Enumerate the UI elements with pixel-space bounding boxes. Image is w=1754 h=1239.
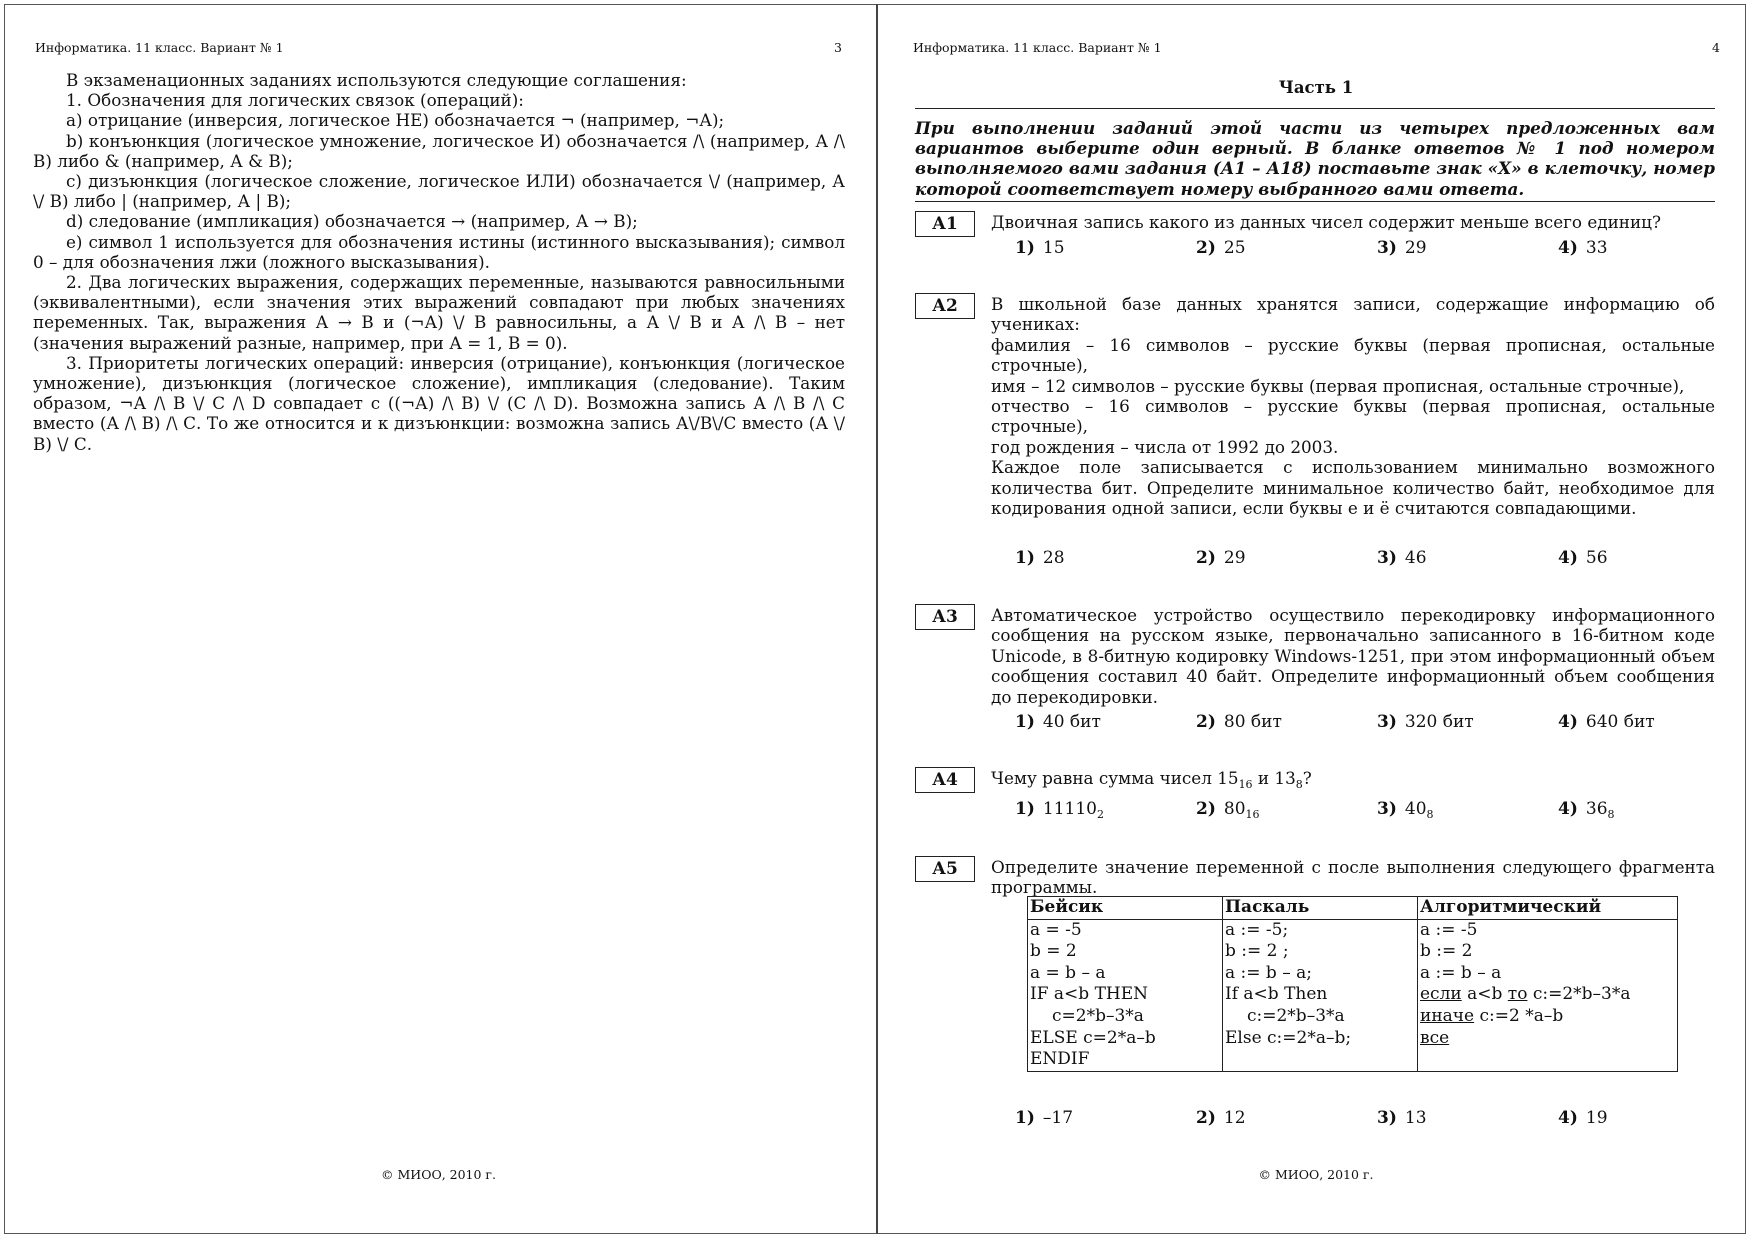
part-title: Часть 1 xyxy=(1278,78,1354,97)
answer-option[interactable] xyxy=(1196,238,1246,258)
code-line: a := b – a; xyxy=(1225,962,1312,983)
paragraph: c) дизъюнкция (логическое сложение, логическое ИЛИ) обозначается \/ (например, А \/ В) либо | (например, А | В); xyxy=(33,171,845,212)
number-base: 8 xyxy=(1607,808,1615,821)
answer-value: 15 xyxy=(1042,238,1065,258)
answer-number: 3) xyxy=(1377,238,1397,258)
number-base: 2 xyxy=(1096,808,1104,821)
code-line: ELSE c=2*a–b xyxy=(1030,1027,1156,1048)
task-label: А5 xyxy=(915,856,975,882)
answer-value: 29 xyxy=(1404,238,1427,258)
answer-option[interactable] xyxy=(1377,548,1427,568)
question-line: год рождения – числа от 1992 до 2003. xyxy=(991,436,1339,457)
code-line: a := b – a xyxy=(1420,962,1502,983)
pascal-code xyxy=(1223,919,1418,1071)
code-line xyxy=(1420,984,1675,1006)
question-fragment: Чему равна сумма чисел xyxy=(991,768,1218,788)
task-label: А1 xyxy=(915,211,975,237)
answer-number: 1) xyxy=(1015,799,1035,819)
code-line xyxy=(1420,1028,1675,1050)
answer-option[interactable] xyxy=(1196,799,1260,821)
answer-value: 40 бит xyxy=(1042,712,1101,732)
answer-value: 29 xyxy=(1223,548,1246,568)
number: 13 xyxy=(1274,768,1296,788)
algorithmic-code xyxy=(1418,919,1678,1071)
number-base: 16 xyxy=(1245,808,1260,821)
program-table xyxy=(1027,896,1678,1072)
answer-number: 1) xyxy=(1015,238,1035,258)
answer-value: 33 xyxy=(1585,238,1608,258)
answer-number: 2) xyxy=(1196,712,1216,732)
code-line: b := 2 xyxy=(1420,941,1473,962)
answer-options xyxy=(1015,712,1715,734)
answer-options xyxy=(1015,238,1715,260)
task-label: А4 xyxy=(915,767,975,793)
answer-value: 80 бит xyxy=(1223,712,1282,732)
code-fragment: c:=2 *a–b xyxy=(1474,1005,1564,1026)
answer-number: 2) xyxy=(1196,1108,1216,1128)
keyword: все xyxy=(1420,1027,1450,1048)
answer-value: 80 xyxy=(1223,799,1246,819)
column-header-algorithmic: Алгоритмический xyxy=(1418,897,1678,920)
answer-option[interactable] xyxy=(1558,238,1608,258)
answer-option[interactable] xyxy=(1015,712,1101,732)
column-header-pascal: Паскаль xyxy=(1223,897,1418,920)
question-line: В школьной базе данных хранятся записи, содержащие информацию об учениках: xyxy=(991,294,1715,335)
keyword: иначе xyxy=(1420,1005,1475,1026)
answer-option[interactable] xyxy=(1377,712,1474,732)
paragraph: 3. Приоритеты логических операций: инверсия (отрицание), конъюнкция (логическое умножение), дизъюнкция (логическое сложение), импликация (следование). Таким образом, ¬А /\ В \/ С /\ D совпадает с ((¬А) /\ В) \/ (С /\ D). Возможна запись А /\ В /\ С вместо (А /\ В) /\ С. То же относится и к дизъюнкции: возможна запись А\/В\/С вместо (А \/ В) \/ С. xyxy=(33,352,845,454)
answer-value: 11110 xyxy=(1042,799,1097,819)
answer-option[interactable] xyxy=(1558,799,1615,821)
answer-number: 2) xyxy=(1196,799,1216,819)
answer-value: 640 бит xyxy=(1585,712,1655,732)
answer-option[interactable] xyxy=(1377,238,1427,258)
answer-value: 25 xyxy=(1223,238,1246,258)
question-text xyxy=(991,768,1715,795)
question-fragment: и xyxy=(1252,768,1275,788)
keyword: то xyxy=(1507,984,1528,1005)
number-base: 8 xyxy=(1295,778,1303,791)
conventions-text xyxy=(33,70,845,454)
code-line: a := -5 xyxy=(1420,919,1478,940)
question-fragment: ? xyxy=(1302,768,1312,788)
page-header: Информатика. 11 класс. Вариант № 1 xyxy=(35,40,284,55)
code-line: b = 2 xyxy=(1030,941,1077,962)
answer-option[interactable] xyxy=(1558,712,1655,732)
answer-option[interactable] xyxy=(1015,799,1104,821)
answer-value: –17 xyxy=(1042,1108,1074,1128)
divider-line xyxy=(915,201,1715,202)
paragraph: 1. Обозначения для логических связок (операций): xyxy=(66,90,524,111)
answer-number: 4) xyxy=(1558,712,1578,732)
answer-number: 3) xyxy=(1377,712,1397,732)
code-line: ENDIF xyxy=(1030,1049,1090,1070)
question-text xyxy=(991,294,1715,518)
code-line: If a<b Then xyxy=(1225,984,1328,1005)
answer-value: 19 xyxy=(1585,1108,1608,1128)
code-line: c:=2*b–3*a xyxy=(1247,1005,1345,1026)
code-fragment: c:=2*b–3*a xyxy=(1527,984,1631,1005)
question-line: Определите значение переменной с после выполнения следующего фрагмента программы. xyxy=(991,857,1715,898)
instructions: При выполнении заданий этой части из четырех предложенных вам вариантов выберите один верный. В бланке ответов № 1 под номером выполняемого вами задания (А1 – А18) поставьте знак «X» в клеточку, номер которой соответствует номеру выбранного вами ответа. xyxy=(915,118,1715,199)
answer-value: 40 xyxy=(1404,799,1427,819)
number-base: 16 xyxy=(1238,778,1253,791)
page-header: Информатика. 11 класс. Вариант № 1 xyxy=(913,40,1162,55)
answer-number: 4) xyxy=(1558,1108,1578,1128)
answer-options xyxy=(1015,799,1715,821)
answer-options xyxy=(1015,548,1715,570)
answer-options xyxy=(1015,1108,1715,1130)
answer-number: 3) xyxy=(1377,799,1397,819)
code-line: IF a<b THEN xyxy=(1030,984,1149,1005)
answer-number: 2) xyxy=(1196,548,1216,568)
question-line xyxy=(991,768,1715,795)
code-fragment: a<b xyxy=(1461,984,1508,1005)
page-footer: © МИОО, 2010 г. xyxy=(1258,1167,1374,1182)
answer-option[interactable] xyxy=(1196,1108,1246,1128)
answer-number: 3) xyxy=(1377,548,1397,568)
code-line: a = b – a xyxy=(1030,962,1106,983)
answer-number: 1) xyxy=(1015,712,1035,732)
answer-number: 4) xyxy=(1558,548,1578,568)
page-number: 3 xyxy=(834,40,842,55)
question-line: фамилия – 16 символов – русские буквы (первая прописная, остальные строчные), xyxy=(991,334,1715,376)
divider-line xyxy=(915,108,1715,109)
number: 15 xyxy=(1217,768,1239,788)
answer-option[interactable] xyxy=(1015,548,1065,568)
answer-number: 3) xyxy=(1377,1108,1397,1128)
paragraph: d) следование (импликация) обозначается → (например, А → В); xyxy=(66,211,638,232)
answer-number: 2) xyxy=(1196,238,1216,258)
code-line: b := 2 ; xyxy=(1225,941,1289,962)
code-line: a := -5; xyxy=(1225,919,1289,940)
code-line: Else c:=2*a–b; xyxy=(1225,1027,1352,1048)
column-header-basic: Бейсик xyxy=(1028,897,1223,920)
keyword: если xyxy=(1420,984,1462,1005)
question-text xyxy=(991,605,1715,707)
answer-value: 320 бит xyxy=(1404,712,1474,732)
answer-number: 4) xyxy=(1558,238,1578,258)
page-footer: © МИОО, 2010 г. xyxy=(381,1167,496,1182)
answer-option[interactable] xyxy=(1196,548,1246,568)
question-line: отчество – 16 символов – русские буквы (первая прописная, остальные строчные), xyxy=(991,396,1715,437)
question-text xyxy=(991,212,1715,232)
answer-option[interactable] xyxy=(1196,712,1282,732)
answer-number: 1) xyxy=(1015,548,1035,568)
answer-value: 56 xyxy=(1585,548,1608,568)
answer-value: 46 xyxy=(1404,548,1427,568)
task-label: А2 xyxy=(915,293,975,319)
question-line: Каждое поле записывается с использованием минимально возможного количества бит. Определите минимальное количество байт, необходимое для кодирования одной записи, если буквы е и ё считаются совпадающими. xyxy=(991,457,1715,519)
answer-value: 36 xyxy=(1585,799,1608,819)
answer-option[interactable] xyxy=(1015,238,1065,258)
paragraph: e) символ 1 используется для обозначения истины (истинного высказывания); символ 0 – для обозначения лжи (ложного высказывания). xyxy=(33,231,845,272)
answer-value: 28 xyxy=(1042,548,1065,568)
paragraph: В экзаменационных заданиях используются следующие соглашения: xyxy=(66,70,687,90)
paragraph: a) отрицание (инверсия, логическое НЕ) обозначается ¬ (например, ¬А); xyxy=(66,110,725,131)
answer-value: 12 xyxy=(1223,1108,1246,1128)
code-line xyxy=(1420,1006,1675,1028)
code-line: a = -5 xyxy=(1030,919,1082,940)
number-base: 8 xyxy=(1426,808,1434,821)
answer-option[interactable] xyxy=(1015,1108,1073,1128)
paragraph: b) конъюнкция (логическое умножение, логическое И) обозначается /\ (например, А /\ В) либо & (например, А & В); xyxy=(33,130,845,171)
question-text xyxy=(991,857,1715,898)
question-line: Автоматическое устройство осуществило перекодировку информационного сообщения на русском языке, первоначально записанного в 16-битном коде Unicode, в 8-битную кодировку Windows-1251, при этом информационный объем сообщения составил 40 байт. Определите информационный объем сообщения до перекодировки. xyxy=(991,605,1715,707)
answer-option[interactable] xyxy=(1377,1108,1427,1128)
task-label: А3 xyxy=(915,604,975,630)
paragraph: 2. Два логических выражения, содержащих переменные, называются равносильными (эквивалентными), если значения этих выражений совпадают при любых значениях переменных. Так, выражения А → В и (¬А) \/ В равносильны, а А \/ В и А /\ В – нет (значения выражений разные, например, при А = 1, В = 0). xyxy=(33,272,845,353)
page-number: 4 xyxy=(1712,40,1720,55)
answer-option[interactable] xyxy=(1558,1108,1608,1128)
code-line: c=2*b–3*a xyxy=(1052,1005,1144,1026)
answer-option[interactable] xyxy=(1377,799,1434,821)
question-line: имя – 12 символов – русские буквы (первая прописная, остальные строчные), xyxy=(991,375,1685,396)
answer-option[interactable] xyxy=(1558,548,1608,568)
basic-code xyxy=(1028,919,1223,1071)
answer-number: 4) xyxy=(1558,799,1578,819)
answer-number: 1) xyxy=(1015,1108,1035,1128)
answer-value: 13 xyxy=(1404,1108,1427,1128)
question-line: Двоичная запись какого из данных чисел содержит меньше всего единиц? xyxy=(991,212,1661,232)
